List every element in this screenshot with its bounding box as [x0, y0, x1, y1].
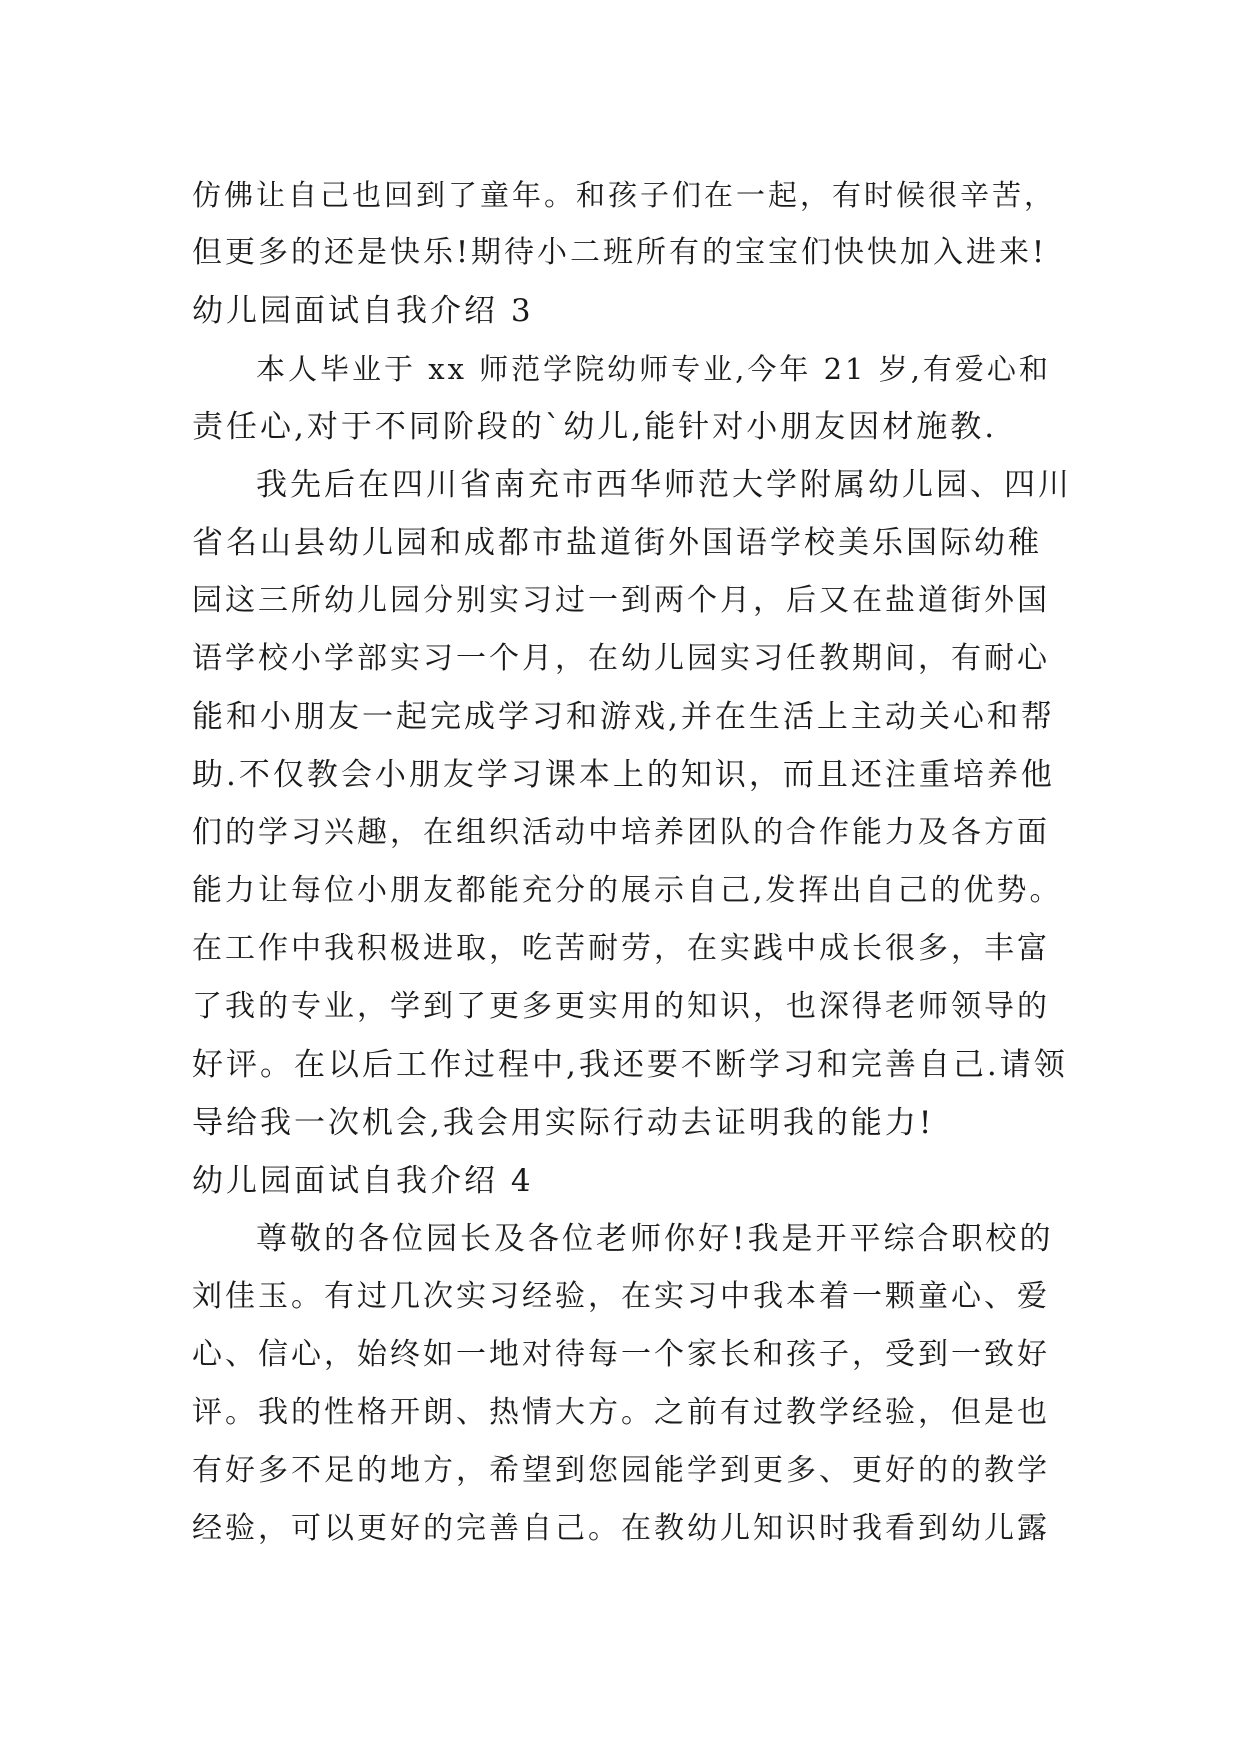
text-line-11: 助.不仅教会小朋友学习课本上的知识，而且还注重培养他	[192, 757, 1055, 793]
text-line-17: 导给我一次机会,我会用实际行动去证明我的能力!	[192, 1105, 935, 1141]
text-line-23: 有好多不足的地方，希望到您园能学到更多、更好的的教学	[192, 1453, 1050, 1488]
text-line-7: 省名山县幼儿园和成都市盐道街外国语学校美乐国际幼稚	[192, 525, 1042, 561]
document-body	[192, 166, 1072, 1558]
text-line-12: 们的学习兴趣，在组织活动中培养团队的合作能力及各方面	[192, 815, 1050, 850]
text-line-22: 评。我的性格开朗、热情大方。之前有过教学经验，但是也	[192, 1395, 1050, 1430]
text-line-20: 刘佳玉。有过几次实习经验，在实习中我本着一颗童心、爱	[192, 1279, 1050, 1314]
text-line-19: 尊敬的各位园长及各位老师你好!我是开平综合职校的	[256, 1221, 1054, 1257]
text-line-13: 能力让每位小朋友都能充分的展示自己,发挥出自己的优势。	[192, 873, 1063, 908]
text-line-1: 仿佛让自己也回到了童年。和孩子们在一起，有时候很辛苦，	[192, 178, 1057, 212]
text-line-9: 语学校小学部实习一个月，在幼儿园实习任教期间，有耐心	[192, 641, 1050, 676]
text-line-5: 责任心,对于不同阶段的`幼儿,能针对小朋友因材施教.	[192, 409, 998, 445]
section-heading-3: 幼儿园面试自我介绍 3	[192, 293, 534, 329]
text-line-24: 经验，可以更好的完善自己。在教幼儿知识时我看到幼儿露	[192, 1511, 1050, 1546]
section-heading-4: 幼儿园面试自我介绍 4	[192, 1163, 534, 1199]
text-line-14: 在工作中我积极进取，吃苦耐劳，在实践中成长很多，丰富	[192, 931, 1050, 966]
text-line-10: 能和小朋友一起完成学习和游戏,并在生活上主动关心和帮	[192, 699, 1055, 735]
text-line-2: 但更多的还是快乐!期待小二班所有的宝宝们快快加入进来!	[192, 235, 1048, 270]
text-line-15: 了我的专业，学到了更多更实用的知识，也深得老师领导的	[192, 989, 1050, 1024]
text-line-16: 好评。在以后工作过程中,我还要不断学习和完善自己.请领	[192, 1047, 1068, 1083]
text-line-21: 心、信心，始终如一地对待每一个家长和孩子，受到一致好	[192, 1337, 1050, 1372]
text-line-6: 我先后在四川省南充市西华师范大学附属幼儿园、四川	[256, 467, 1072, 503]
text-line-8: 园这三所幼儿园分别实习过一到两个月，后又在盐道街外国	[192, 583, 1050, 618]
text-line-4: 本人毕业于 xx 师范学院幼师专业,今年 21 岁,有爱心和	[256, 352, 1051, 386]
